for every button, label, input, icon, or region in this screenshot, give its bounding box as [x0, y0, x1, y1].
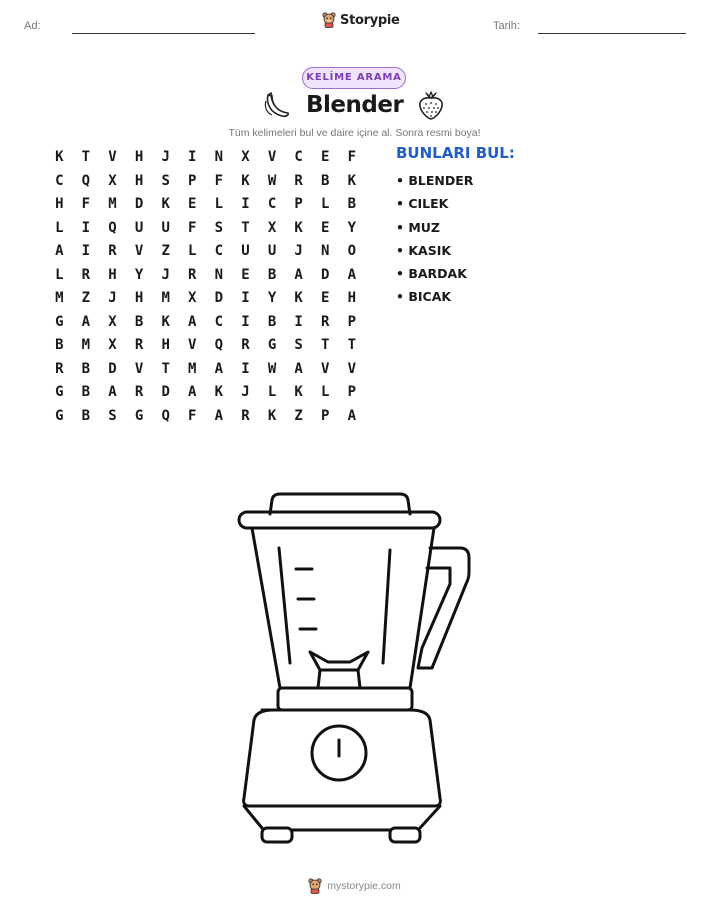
- grid-letter[interactable]: G: [134, 407, 144, 424]
- grid-letter[interactable]: V: [321, 360, 330, 377]
- grid-letter[interactable]: A: [347, 407, 357, 424]
- grid-letter[interactable]: X: [241, 149, 250, 165]
- grid-letter[interactable]: Q: [108, 219, 117, 236]
- grid-letter[interactable]: A: [55, 243, 64, 259]
- grid-letter[interactable]: U: [241, 243, 250, 259]
- grid-letter[interactable]: S: [214, 219, 224, 236]
- grid-letter[interactable]: I: [241, 360, 250, 377]
- grid-letter[interactable]: A: [214, 360, 224, 377]
- date-field-line: [538, 33, 686, 34]
- grid-letter[interactable]: V: [108, 149, 117, 165]
- grid-letter[interactable]: R: [134, 384, 144, 400]
- grid-letter[interactable]: V: [267, 149, 277, 165]
- date-label: Tarih:: [493, 20, 520, 32]
- grid-letter[interactable]: V: [347, 360, 357, 377]
- word-item: • MUZ: [396, 218, 473, 241]
- grid-letter[interactable]: U: [134, 219, 144, 236]
- grid-letter[interactable]: S: [294, 337, 303, 353]
- grid-letter[interactable]: P: [321, 407, 330, 424]
- grid-letter[interactable]: K: [267, 407, 277, 424]
- grid-letter[interactable]: A: [188, 384, 197, 400]
- grid-letter[interactable]: M: [108, 196, 117, 212]
- word-item: • BICAK: [396, 287, 473, 310]
- grid-letter[interactable]: B: [81, 384, 91, 400]
- grid-letter[interactable]: R: [188, 266, 197, 283]
- grid-letter[interactable]: R: [321, 313, 330, 330]
- grid-letter[interactable]: G: [267, 337, 277, 353]
- grid-letter[interactable]: Z: [161, 243, 170, 259]
- grid-letter[interactable]: K: [161, 313, 170, 330]
- grid-letter[interactable]: F: [188, 219, 197, 236]
- grid-letter[interactable]: B: [321, 172, 330, 189]
- grid-letter[interactable]: T: [161, 360, 170, 377]
- grid-letter[interactable]: F: [347, 149, 357, 165]
- grid-letter[interactable]: B: [267, 313, 277, 330]
- grid-letter[interactable]: Y: [267, 290, 277, 306]
- grid-letter[interactable]: I: [294, 313, 303, 330]
- grid-letter[interactable]: N: [214, 149, 224, 165]
- grid-letter[interactable]: K: [294, 219, 303, 236]
- grid-letter[interactable]: I: [81, 219, 91, 236]
- grid-letter[interactable]: G: [55, 407, 64, 424]
- grid-letter[interactable]: K: [294, 290, 303, 306]
- grid-letter[interactable]: I: [241, 196, 250, 212]
- grid-letter[interactable]: Z: [294, 407, 303, 424]
- grid-letter[interactable]: W: [267, 172, 277, 189]
- grid-letter[interactable]: Q: [161, 407, 170, 424]
- grid-letter[interactable]: Y: [134, 266, 144, 283]
- grid-letter[interactable]: H: [134, 149, 144, 165]
- grid-letter[interactable]: V: [134, 360, 144, 377]
- page-title: Blender: [306, 92, 404, 118]
- grid-letter[interactable]: A: [108, 384, 117, 400]
- grid-letter[interactable]: X: [108, 313, 117, 330]
- grid-letter[interactable]: J: [161, 266, 170, 283]
- grid-letter[interactable]: V: [188, 337, 197, 353]
- grid-letter[interactable]: K: [161, 196, 170, 212]
- grid-letter[interactable]: R: [241, 407, 250, 424]
- footer-url: mystorypie.com: [327, 880, 401, 892]
- grid-letter[interactable]: S: [108, 407, 117, 424]
- grid-letter[interactable]: P: [347, 384, 357, 400]
- grid-letter[interactable]: D: [108, 360, 117, 377]
- grid-letter[interactable]: P: [188, 172, 197, 189]
- grid-letter[interactable]: C: [214, 243, 224, 259]
- grid-letter[interactable]: C: [55, 172, 64, 189]
- grid-letter[interactable]: J: [294, 243, 303, 259]
- blender-illustration: [232, 488, 474, 853]
- grid-letter[interactable]: K: [241, 172, 250, 189]
- grid-letter[interactable]: S: [161, 172, 170, 189]
- bear-logo-icon: [308, 878, 322, 894]
- grid-letter[interactable]: R: [294, 172, 303, 189]
- grid-letter[interactable]: J: [241, 384, 250, 400]
- activity-badge: KELİME ARAMA: [302, 67, 406, 89]
- grid-letter[interactable]: T: [347, 337, 357, 353]
- grid-letter[interactable]: M: [161, 290, 170, 306]
- grid-letter[interactable]: B: [134, 313, 144, 330]
- grid-letter[interactable]: X: [267, 219, 277, 236]
- brand-name: Storypie: [340, 12, 400, 28]
- banana-icon: [262, 91, 292, 121]
- grid-letter[interactable]: L: [321, 196, 330, 212]
- grid-letter[interactable]: U: [161, 219, 170, 236]
- name-field-line: [72, 33, 255, 34]
- grid-letter[interactable]: J: [161, 149, 170, 165]
- grid-letter[interactable]: T: [321, 337, 330, 353]
- grid-letter[interactable]: I: [188, 149, 197, 165]
- grid-letter[interactable]: O: [347, 243, 357, 259]
- grid-letter[interactable]: W: [267, 360, 277, 377]
- grid-letter[interactable]: M: [81, 337, 91, 353]
- grid-letter[interactable]: I: [241, 313, 250, 330]
- grid-letter[interactable]: V: [134, 243, 144, 259]
- grid-letter[interactable]: C: [214, 313, 224, 330]
- grid-letter[interactable]: T: [81, 149, 91, 165]
- grid-letter[interactable]: Q: [81, 172, 91, 189]
- strawberry-icon: [416, 89, 446, 121]
- grid-letter[interactable]: G: [55, 313, 64, 330]
- footer: [0, 878, 709, 894]
- grid-letter[interactable]: M: [55, 290, 64, 306]
- grid-letter[interactable]: L: [188, 243, 197, 259]
- grid-letter[interactable]: K: [294, 384, 303, 400]
- grid-letter[interactable]: L: [55, 266, 64, 283]
- word-list: [396, 171, 473, 311]
- grid-letter[interactable]: F: [81, 196, 91, 212]
- grid-letter[interactable]: D: [134, 196, 144, 212]
- grid-letter[interactable]: X: [188, 290, 197, 306]
- word-item: • BLENDER: [396, 171, 473, 194]
- grid-letter[interactable]: H: [108, 266, 117, 283]
- grid-letter[interactable]: K: [55, 149, 64, 165]
- grid-letter[interactable]: T: [241, 219, 250, 236]
- grid-letter[interactable]: L: [214, 196, 224, 212]
- grid-letter[interactable]: Q: [214, 337, 224, 353]
- find-list-title: BUNLARI BUL:: [396, 144, 515, 162]
- grid-letter[interactable]: H: [134, 290, 144, 306]
- grid-letter[interactable]: H: [134, 172, 144, 189]
- grid-letter[interactable]: E: [188, 196, 197, 212]
- word-item: • KASIK: [396, 241, 473, 264]
- grid-letter[interactable]: L: [267, 384, 277, 400]
- grid-letter[interactable]: P: [294, 196, 303, 212]
- grid-letter[interactable]: A: [214, 407, 224, 424]
- grid-letter[interactable]: P: [347, 313, 357, 330]
- grid-letter[interactable]: B: [267, 266, 277, 283]
- grid-letter[interactable]: B: [347, 196, 357, 212]
- grid-letter[interactable]: R: [108, 243, 117, 259]
- grid-letter[interactable]: D: [214, 290, 224, 306]
- word-item: • CILEK: [396, 194, 473, 217]
- grid-letter[interactable]: M: [188, 360, 197, 377]
- grid-letter[interactable]: R: [134, 337, 144, 353]
- grid-letter[interactable]: L: [55, 219, 64, 236]
- grid-letter[interactable]: A: [294, 360, 303, 377]
- grid-letter[interactable]: B: [55, 337, 64, 353]
- grid-letter[interactable]: L: [321, 384, 330, 400]
- word-item: • BARDAK: [396, 264, 473, 287]
- grid-letter[interactable]: I: [81, 243, 91, 259]
- grid-letter[interactable]: D: [161, 384, 170, 400]
- grid-letter[interactable]: B: [81, 407, 91, 424]
- instructions: Tüm kelimeleri bul ve daire içine al. Sonra resmi boya!: [228, 127, 481, 139]
- grid-letter[interactable]: K: [347, 172, 357, 189]
- grid-letter[interactable]: A: [81, 313, 91, 330]
- grid-letter[interactable]: N: [214, 266, 224, 283]
- grid-letter[interactable]: B: [81, 360, 91, 377]
- grid-letter[interactable]: H: [55, 196, 64, 212]
- grid-letter[interactable]: Z: [81, 290, 91, 306]
- grid-letter[interactable]: C: [294, 149, 303, 165]
- grid-letter[interactable]: A: [188, 313, 197, 330]
- grid-letter[interactable]: R: [55, 360, 64, 377]
- name-label: Ad:: [24, 20, 41, 32]
- grid-letter[interactable]: E: [321, 219, 330, 236]
- grid-letter[interactable]: H: [347, 290, 357, 306]
- brand: [322, 12, 400, 28]
- grid-letter[interactable]: R: [241, 337, 250, 353]
- grid-letter[interactable]: G: [55, 384, 64, 400]
- grid-letter[interactable]: R: [81, 266, 91, 283]
- grid-letter[interactable]: K: [214, 384, 224, 400]
- grid-letter[interactable]: U: [267, 243, 277, 259]
- grid-letter[interactable]: I: [241, 290, 250, 306]
- bear-logo-icon: [322, 12, 336, 28]
- grid-letter[interactable]: E: [241, 266, 250, 283]
- grid-letter[interactable]: X: [108, 337, 117, 353]
- grid-letter[interactable]: F: [188, 407, 197, 424]
- grid-letter[interactable]: F: [214, 172, 224, 189]
- grid-letter[interactable]: E: [321, 290, 330, 306]
- grid-letter[interactable]: D: [321, 266, 330, 283]
- word-search-grid: [46, 146, 365, 428]
- grid-letter[interactable]: X: [108, 172, 117, 189]
- grid-letter[interactable]: N: [321, 243, 330, 259]
- grid-letter[interactable]: E: [321, 149, 330, 165]
- grid-letter[interactable]: A: [294, 266, 303, 283]
- grid-letter[interactable]: Y: [347, 219, 357, 236]
- grid-letter[interactable]: H: [161, 337, 170, 353]
- grid-letter[interactable]: J: [108, 290, 117, 306]
- grid-letter[interactable]: A: [347, 266, 357, 283]
- grid-letter[interactable]: C: [267, 196, 277, 212]
